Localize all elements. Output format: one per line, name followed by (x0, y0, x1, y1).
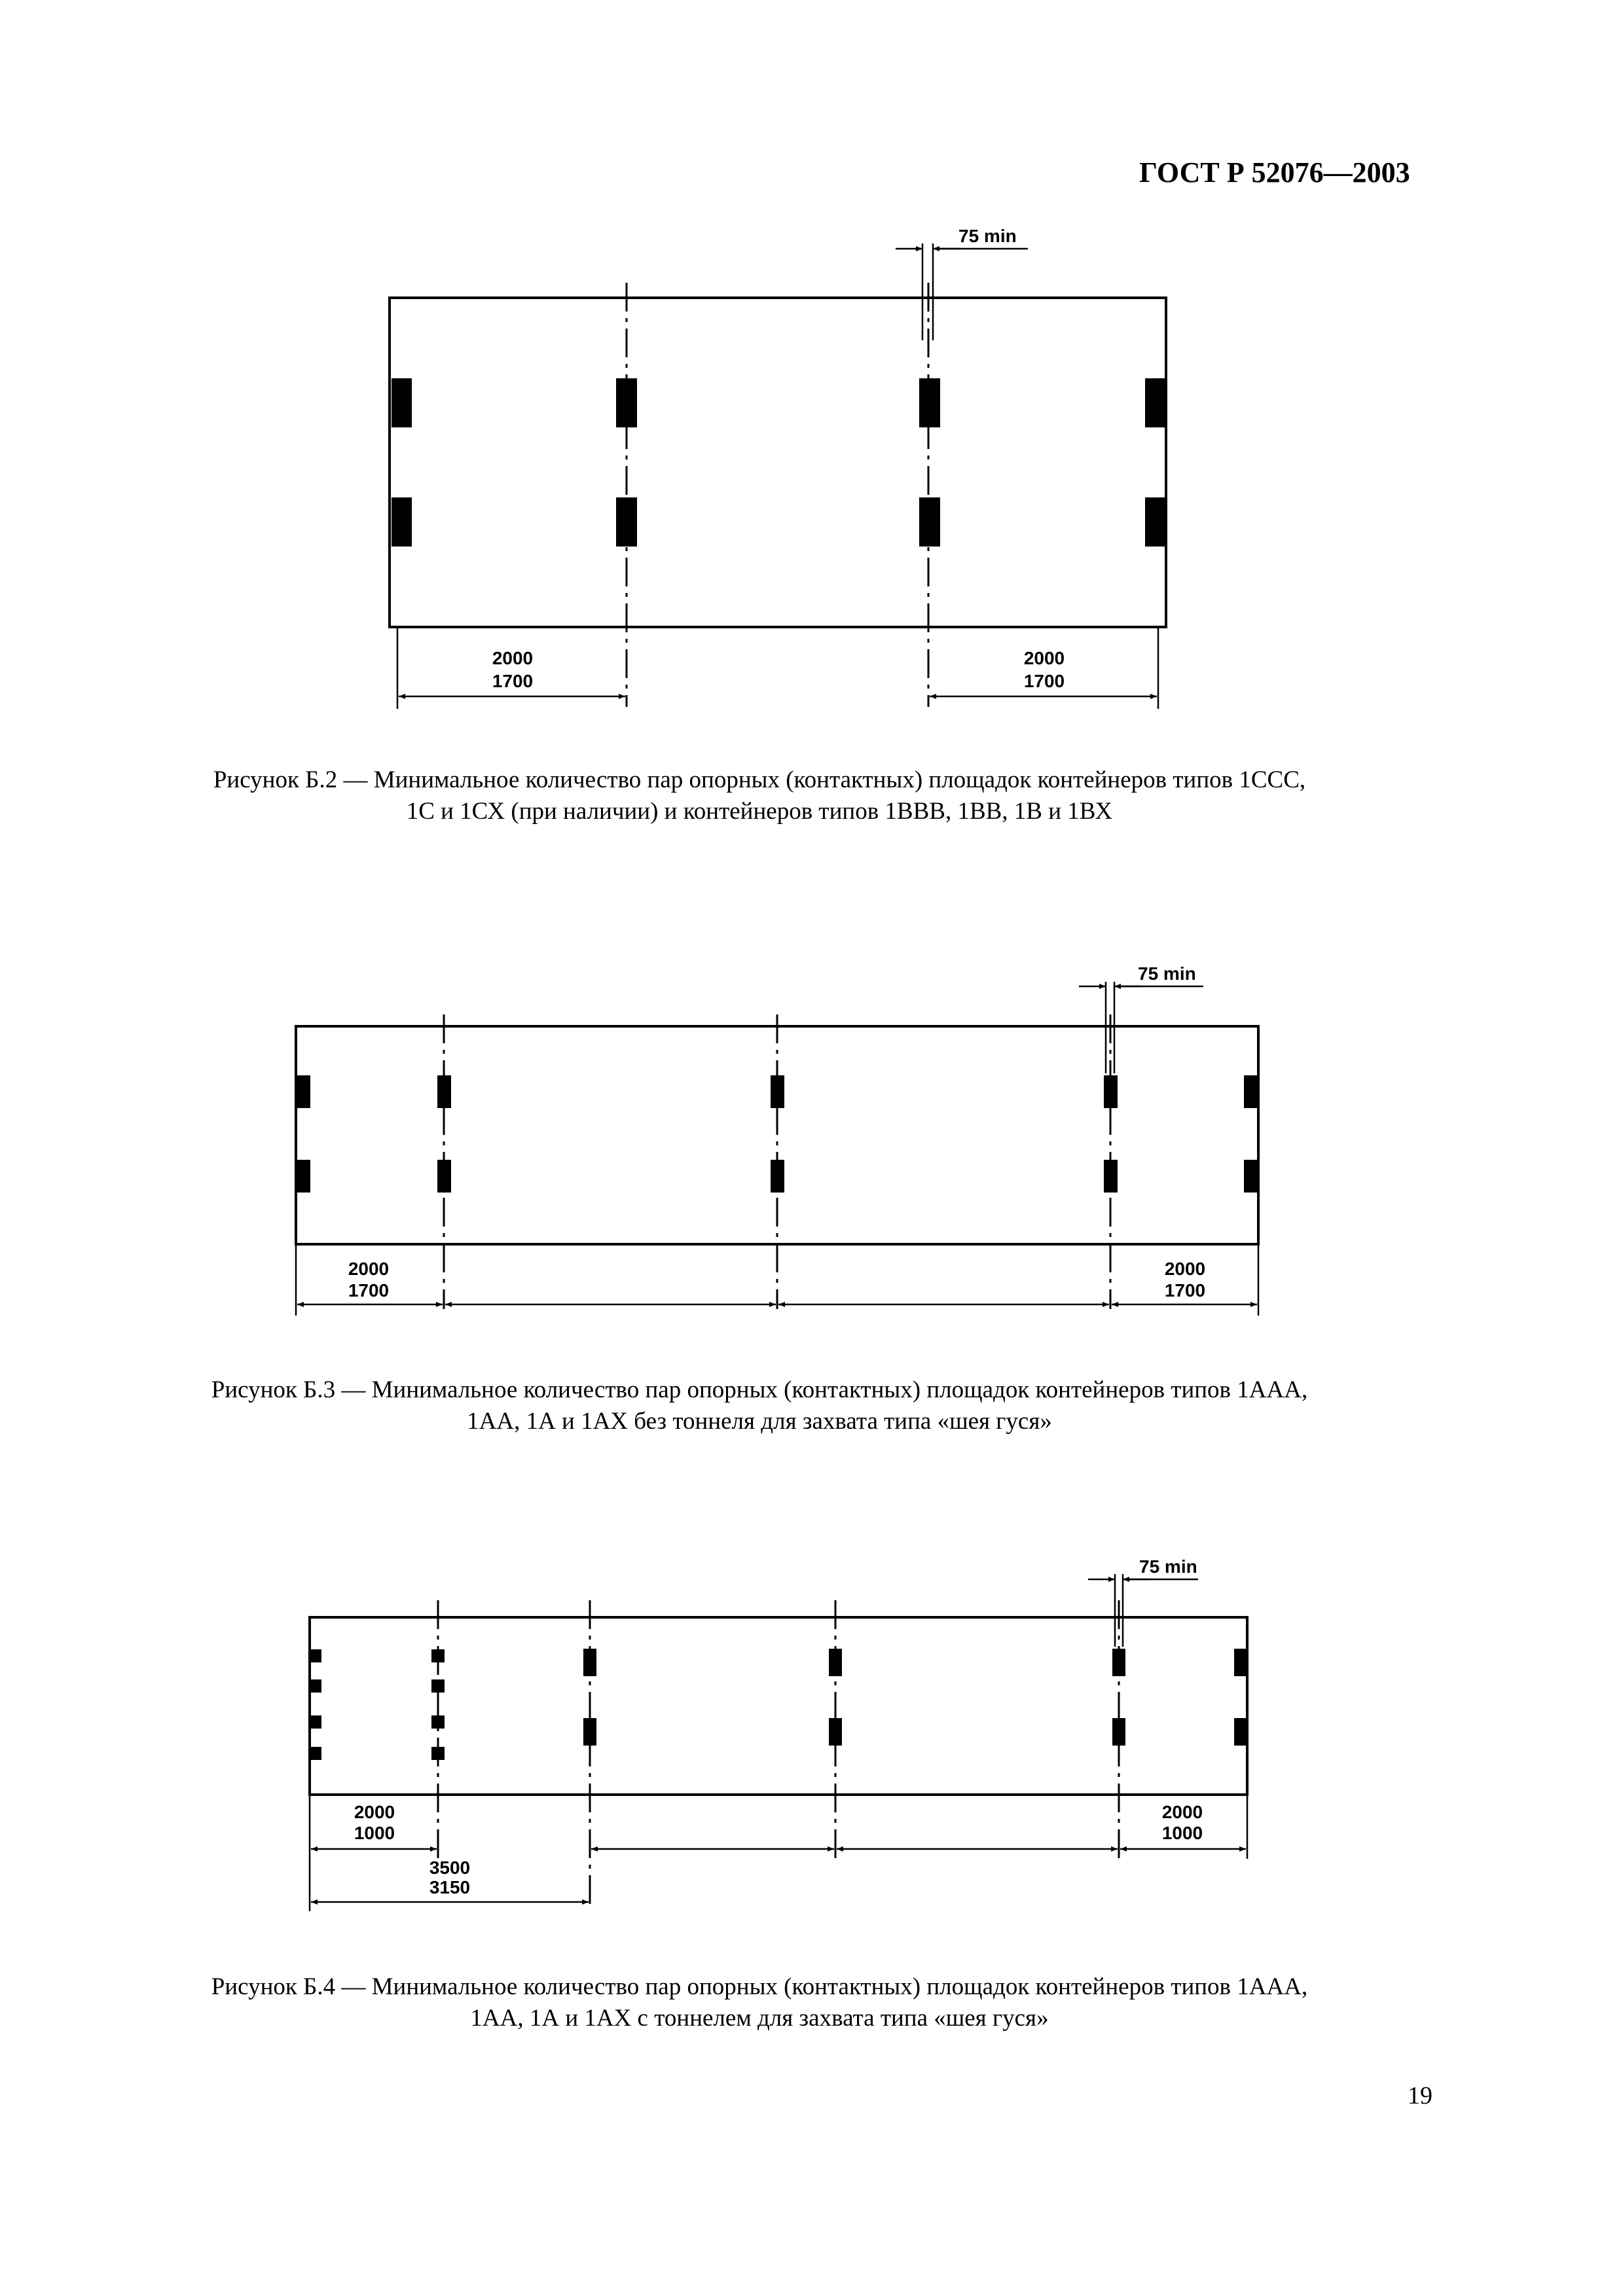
min-clearance-label: 75 min (958, 226, 1017, 246)
support-pad (297, 1075, 310, 1108)
dimension-value: 2000 (1161, 1802, 1203, 1822)
container-outline (390, 298, 1166, 627)
support-pad (431, 1679, 445, 1693)
figure-b4-drawing (310, 1556, 1247, 1911)
dimension-value: 2000 (354, 1802, 395, 1822)
dimension-value: 1700 (1023, 671, 1065, 691)
support-pad (919, 378, 940, 427)
support-pad (771, 1075, 784, 1108)
figure-b4-caption (105, 1971, 1414, 2034)
dimension-value: 1000 (1161, 1823, 1203, 1843)
support-pad (1104, 1160, 1118, 1193)
support-pad (1145, 378, 1165, 427)
support-pad (771, 1160, 784, 1193)
figure-b2-caption (105, 764, 1414, 827)
caption-line: 1С и 1СХ (при наличии) и контейнеров типов 1ВВВ, 1ВВ, 1В и 1ВХ (406, 798, 1113, 825)
dimension-value: 2000 (492, 648, 534, 668)
support-pad (392, 378, 412, 427)
support-pad (311, 1747, 321, 1760)
figure-b3-drawing (296, 963, 1258, 1316)
dimension-value: 1700 (492, 671, 534, 691)
dimension-value: 2000 (1023, 648, 1065, 668)
support-pad (297, 1160, 310, 1193)
support-pad (616, 497, 637, 547)
figure-b2-drawing (390, 226, 1166, 709)
caption-line: Рисунок Б.4 — Минимальное количество пар опорных (контактных) площадок контейнеров типов 1ААА, (211, 1973, 1308, 2000)
support-pad (1145, 497, 1165, 547)
support-pad (431, 1747, 445, 1760)
dimension-value: 3500 (429, 1857, 471, 1878)
support-pad (1244, 1075, 1257, 1108)
support-pad (311, 1679, 321, 1693)
caption-line: Рисунок Б.3 — Минимальное количество пар опорных (контактных) площадок контейнеров типов 1ААА, (211, 1376, 1308, 1403)
support-pad (583, 1649, 596, 1676)
support-pad (1244, 1160, 1257, 1193)
figure-b3-caption (105, 1374, 1414, 1437)
caption-line: Рисунок Б.2 — Минимальное количество пар опорных (контактных) площадок контейнеров типов 1ССС, (213, 766, 1306, 793)
support-pad (311, 1649, 321, 1662)
dimension-value: 1700 (348, 1280, 390, 1300)
support-pad (311, 1715, 321, 1729)
support-pad (1112, 1718, 1125, 1746)
dimension-value: 2000 (1164, 1259, 1206, 1279)
support-pad (829, 1718, 842, 1746)
support-pad (1234, 1718, 1246, 1746)
support-pad (1104, 1075, 1118, 1108)
caption-line: 1АА, 1А и 1АХ с тоннелем для захвата типа «шея гуся» (470, 2005, 1049, 2032)
page-number: 19 (1408, 2082, 1432, 2109)
support-pad (829, 1649, 842, 1676)
document-header: ГОСТ Р 52076—2003 (1139, 156, 1410, 188)
support-pad (616, 378, 637, 427)
container-outline (310, 1617, 1247, 1795)
support-pad (1234, 1649, 1246, 1676)
support-pad (431, 1715, 445, 1729)
min-clearance-label: 75 min (1139, 1556, 1197, 1577)
min-clearance-label: 75 min (1138, 963, 1196, 984)
support-pad (437, 1160, 451, 1193)
support-pad (431, 1649, 445, 1662)
support-pad (583, 1718, 596, 1746)
dimension-value: 3150 (429, 1877, 471, 1897)
support-pad (392, 497, 412, 547)
support-pad (437, 1075, 451, 1108)
support-pad (1112, 1649, 1125, 1676)
dimension-value: 2000 (348, 1259, 390, 1279)
support-pad (919, 497, 940, 547)
dimension-value: 1000 (354, 1823, 395, 1843)
caption-line: 1АА, 1А и 1АХ без тоннеля для захвата типа «шея гуся» (467, 1408, 1052, 1435)
dimension-value: 1700 (1164, 1280, 1206, 1300)
